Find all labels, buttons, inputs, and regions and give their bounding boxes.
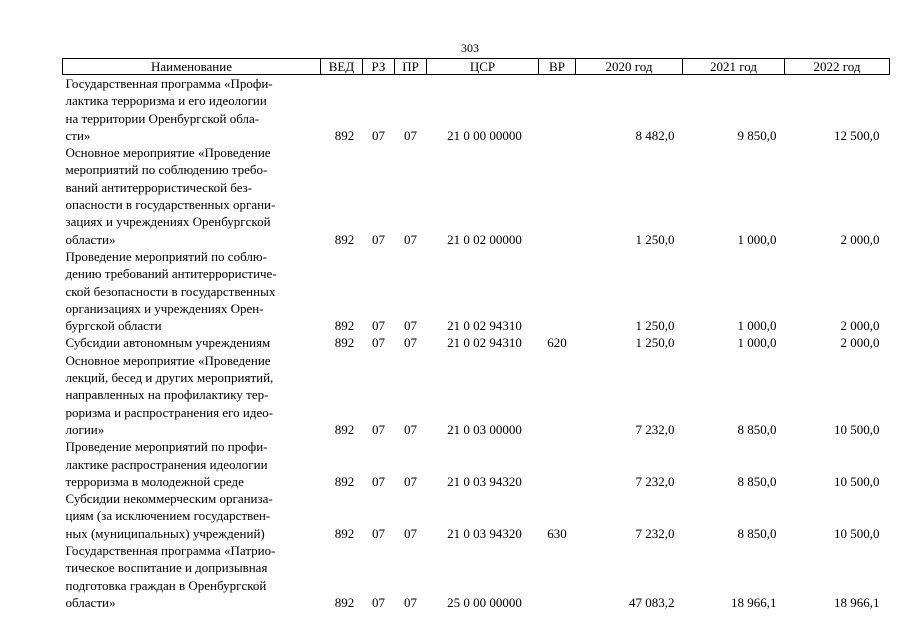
cell-rz: 07: [372, 594, 385, 610]
header-pr: ПР: [395, 59, 427, 75]
cell-rz: 07: [372, 318, 385, 334]
cell-rz: 07: [372, 335, 385, 351]
name-line: лактике распространения идеологии: [65, 456, 268, 472]
table-row: [63, 144, 890, 248]
name-line: направленных на профилактику тер-: [65, 387, 269, 403]
name-line: Основное мероприятие «Проведение: [65, 145, 271, 161]
cell-2022: 2 000,0: [840, 318, 880, 334]
cell-ved: 892: [334, 525, 355, 541]
cell-2020: 8 482,0: [635, 127, 675, 143]
cell-pr: 07: [404, 127, 417, 143]
table-row: [63, 334, 890, 351]
cell-csr: 21 0 00 00000: [447, 127, 522, 143]
cell-2021: 8 850,0: [737, 525, 777, 541]
name-line: области»: [65, 231, 116, 247]
name-line: ваний антитеррористической без-: [65, 179, 253, 195]
name-line: бургской области: [65, 318, 162, 334]
cell-ved: 892: [334, 473, 355, 489]
name-line: Проведение мероприятий по профи-: [65, 439, 268, 455]
cell-name: [63, 334, 321, 351]
table-row: [63, 542, 890, 611]
cell-vr: [539, 352, 576, 438]
cell-2022: 2 000,0: [840, 231, 880, 247]
name-line: на территории Оренбургской обла-: [65, 110, 260, 126]
header-vr: ВР: [539, 59, 576, 75]
cell-name: [63, 248, 321, 334]
cell-2021: 9 850,0: [737, 127, 777, 143]
cell-name: [63, 438, 321, 490]
cell-2020: 1 250,0: [635, 318, 675, 334]
name-line: дению требований антитеррористиче-: [65, 266, 277, 282]
table-row: [63, 248, 890, 334]
cell-ved: 892: [334, 335, 355, 351]
name-line: лактика терроризма и его идеологии: [65, 93, 267, 109]
name-line: зациях и учреждениях Оренбургской: [65, 214, 271, 230]
table-header: [63, 59, 890, 75]
cell-rz: 07: [372, 525, 385, 541]
name-line: циям (за исключением государствен-: [65, 508, 271, 524]
cell-pr: 07: [404, 594, 417, 610]
cell-name: [63, 352, 321, 438]
cell-2022: 10 500,0: [834, 473, 880, 489]
cell-ved: 892: [334, 318, 355, 334]
cell-rz: 07: [372, 421, 385, 437]
name-line: мероприятий по соблюдению требо-: [65, 162, 268, 178]
name-line: сти»: [65, 127, 91, 143]
cell-vr: [539, 75, 576, 145]
name-line: организациях и учреждениях Орен-: [65, 300, 264, 316]
header-rz: РЗ: [363, 59, 395, 75]
cell-name: [63, 75, 321, 145]
cell-2020: 7 232,0: [635, 421, 675, 437]
cell-rz: 07: [372, 473, 385, 489]
cell-csr: 21 0 03 94320: [447, 525, 522, 541]
cell-name: [63, 542, 321, 611]
name-line: терроризма в молодежной среде: [65, 473, 244, 489]
cell-vr: 630: [547, 525, 567, 541]
cell-2020: 47 083,2: [629, 594, 675, 610]
cell-pr: 07: [404, 421, 417, 437]
cell-2022: 18 966,1: [834, 594, 880, 610]
cell-rz: 07: [372, 231, 385, 247]
budget-table: [62, 58, 890, 611]
table-row: [63, 438, 890, 490]
header-csr: ЦСР: [427, 59, 539, 75]
name-line: Основное мероприятие «Проведение: [65, 352, 271, 368]
cell-2021: 1 000,0: [737, 231, 777, 247]
name-line: Проведение мероприятий по соблю-: [65, 248, 267, 264]
cell-ved: 892: [334, 421, 355, 437]
header-2022: 2022 год: [785, 59, 890, 75]
header-ved: ВЕД: [321, 59, 363, 75]
cell-pr: 07: [404, 473, 417, 489]
cell-2020: 1 250,0: [635, 335, 675, 351]
header-2021: 2021 год: [683, 59, 785, 75]
name-line: опасности в государственных органи-: [65, 197, 276, 213]
cell-2021: 8 850,0: [737, 421, 777, 437]
table-row: [63, 490, 890, 542]
name-line: Государственная программа «Профи-: [65, 76, 273, 91]
cell-vr: [539, 438, 576, 490]
cell-pr: 07: [404, 525, 417, 541]
cell-pr: 07: [404, 231, 417, 247]
table-row: [63, 352, 890, 438]
name-line: Субсидии некоммерческим организа-: [65, 491, 273, 507]
name-line: Субсидии автономным учреждениям: [65, 335, 271, 351]
name-line: логии»: [65, 421, 105, 437]
name-line: подготовка граждан в Оренбургской: [65, 577, 267, 593]
name-line: ных (муниципальных) учреждений): [65, 525, 265, 541]
table-body: [63, 75, 890, 612]
cell-csr: 21 0 02 94310: [447, 335, 522, 351]
cell-ved: 892: [334, 127, 355, 143]
cell-2022: 2 000,0: [840, 335, 880, 351]
cell-vr: 620: [547, 335, 567, 351]
page-number: 303: [461, 41, 479, 55]
cell-name: [63, 490, 321, 542]
cell-csr: 21 0 03 00000: [447, 421, 522, 437]
cell-2022: 10 500,0: [834, 421, 880, 437]
cell-vr: [539, 144, 576, 248]
cell-2021: 18 966,1: [731, 594, 777, 610]
cell-ved: 892: [334, 231, 355, 247]
cell-2020: 1 250,0: [635, 231, 675, 247]
header-2020: 2020 год: [576, 59, 683, 75]
name-line: лекций, бесед и других мероприятий,: [65, 370, 274, 386]
cell-rz: 07: [372, 127, 385, 143]
table-row: [63, 75, 890, 145]
cell-pr: 07: [404, 318, 417, 334]
cell-2022: 12 500,0: [834, 127, 880, 143]
cell-2022: 10 500,0: [834, 525, 880, 541]
name-line: тическое воспитание и допризывная: [65, 560, 268, 576]
cell-2021: 1 000,0: [737, 335, 777, 351]
header-name: Наименование: [63, 59, 321, 75]
cell-csr: 25 0 00 00000: [447, 594, 522, 610]
cell-2020: 7 232,0: [635, 525, 675, 541]
cell-name: [63, 144, 321, 248]
name-line: ской безопасности в государственных: [65, 283, 276, 299]
cell-2021: 8 850,0: [737, 473, 777, 489]
name-line: роризма и распространения его идео-: [65, 404, 274, 420]
name-line: области»: [65, 594, 116, 610]
cell-2020: 7 232,0: [635, 473, 675, 489]
cell-vr: [539, 248, 576, 334]
cell-csr: 21 0 03 94320: [447, 473, 522, 489]
cell-ved: 892: [334, 594, 355, 610]
cell-csr: 21 0 02 94310: [447, 318, 522, 334]
name-line: Государственная программа «Патрио-: [65, 543, 276, 559]
header-row: [63, 59, 890, 75]
cell-pr: 07: [404, 335, 417, 351]
cell-vr: [539, 542, 576, 611]
cell-2021: 1 000,0: [737, 318, 777, 334]
cell-csr: 21 0 02 00000: [447, 231, 522, 247]
